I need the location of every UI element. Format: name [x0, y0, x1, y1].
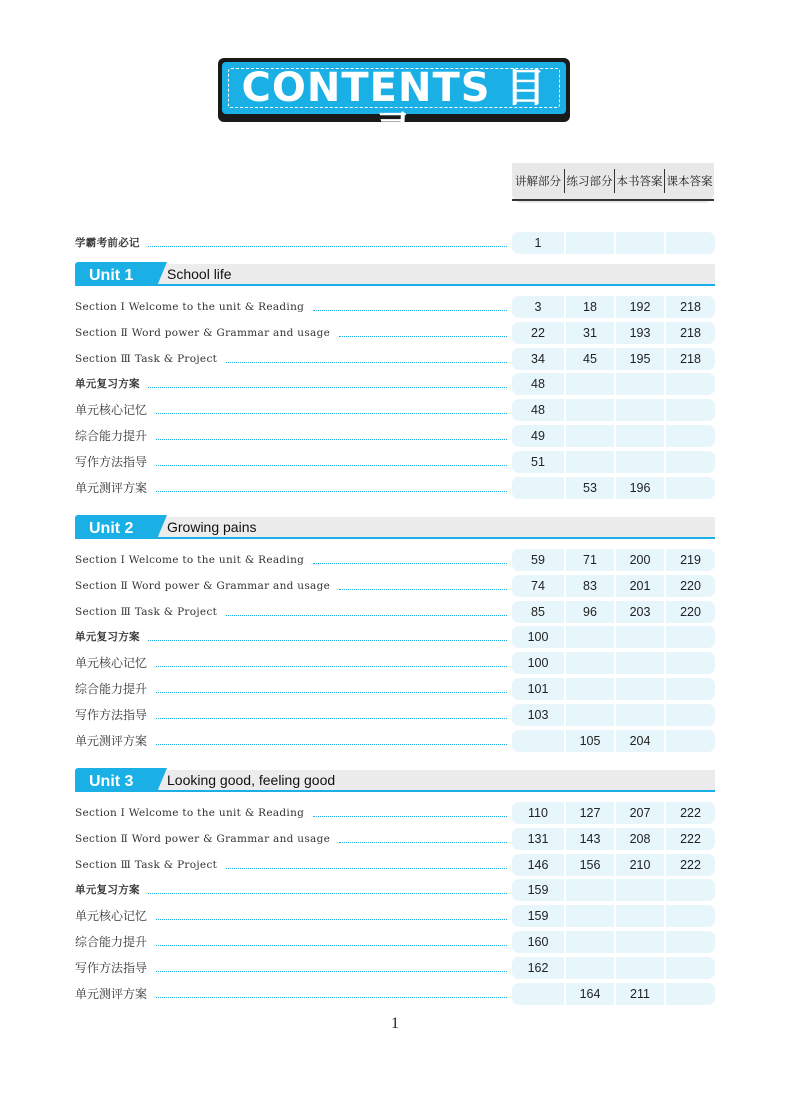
leader-dots [339, 589, 507, 590]
page-number-cell: 103 [527, 707, 549, 722]
toc-row[interactable] [75, 678, 715, 700]
page-cells [512, 730, 715, 752]
page-number-cell [566, 399, 614, 421]
page-number-cell: 200 [629, 553, 651, 567]
toc-row-label: 单元复习方案 [75, 884, 140, 897]
toc-row[interactable] [75, 549, 715, 571]
toc-row-label: 学霸考前必记 [75, 237, 140, 249]
page-number-cell: 100 [527, 656, 549, 671]
leader-dots [156, 919, 507, 920]
toc-row-label: Section Ⅰ Welcome to the unit & Reading [75, 554, 305, 566]
unit-header[interactable] [75, 264, 715, 284]
page-number-cell [666, 425, 715, 447]
page-number-cell: 159 [527, 909, 549, 924]
page-number-cell: 105 [579, 733, 601, 748]
page-number-cell: 59 [531, 553, 545, 567]
page-number-cell [566, 451, 614, 473]
page-cells [512, 704, 715, 726]
toc-row[interactable] [75, 730, 715, 752]
page-number-cell: 53 [583, 480, 597, 495]
toc-row[interactable] [75, 802, 715, 824]
page-number-cell: 110 [528, 806, 548, 820]
leader-dots [156, 971, 507, 972]
page-number-cell [666, 232, 715, 254]
page-number-cell: 74 [531, 578, 545, 593]
unit-title: Looking good, feeling good [167, 772, 336, 788]
page-cells [512, 232, 715, 254]
page-cells [512, 549, 715, 571]
page-number-cell: 159 [527, 883, 549, 898]
leader-dots [226, 615, 507, 616]
page-number-cell [566, 678, 614, 700]
unit-header-underline [75, 790, 715, 792]
page-number-cell [566, 879, 614, 901]
page-number: 1 [391, 1015, 399, 1032]
page-number-cell [566, 373, 614, 395]
page-number-cell [566, 232, 614, 254]
toc-row-label: 单元核心记忆 [75, 909, 148, 924]
page-cells [512, 854, 715, 876]
page-number-cell: 31 [583, 325, 597, 340]
page-number-cell: 45 [583, 351, 597, 366]
leader-dots [156, 439, 507, 440]
toc-row-label: 单元复习方案 [75, 378, 140, 391]
leader-dots [156, 465, 507, 466]
leader-dots [313, 563, 507, 564]
page-number-cell: 3 [534, 300, 542, 314]
toc-row-label: 综合能力提升 [75, 682, 148, 696]
leader-dots [339, 842, 507, 843]
page-number-cell [616, 232, 664, 254]
page-number-cell [616, 652, 664, 674]
page-number-cell [666, 730, 715, 752]
page-number-cell: 222 [680, 806, 701, 820]
page-number-cell: 131 [527, 831, 549, 846]
unit-number: Unit 1 [89, 267, 134, 284]
toc-row[interactable] [75, 322, 715, 344]
toc-row[interactable] [75, 477, 715, 499]
page-number-cell [616, 879, 664, 901]
page-number-cell: 222 [680, 857, 701, 872]
toc-row[interactable] [75, 348, 715, 370]
page-number-cell [666, 704, 715, 726]
leader-dots [339, 336, 507, 337]
toc-row[interactable] [75, 983, 715, 1005]
column-header-practice: 练习部分 [566, 174, 613, 188]
toc-row[interactable] [75, 828, 715, 850]
page-number-cell: 195 [629, 351, 651, 366]
column-headers [512, 163, 714, 203]
title-banner-inner [222, 62, 566, 155]
page-number-cell: 127 [579, 806, 601, 820]
page-number-cell: 196 [629, 480, 651, 495]
page-number-cell: 96 [583, 604, 597, 619]
leader-dots [148, 640, 507, 641]
page-number-cell [616, 626, 664, 648]
toc-row-label: Section Ⅲ Task & Project [75, 352, 218, 365]
page-cells [512, 652, 715, 674]
leader-dots [148, 246, 507, 247]
page-cells [512, 373, 715, 395]
toc-row-label: 单元测评方案 [75, 986, 148, 1001]
page-number-cell [616, 957, 664, 979]
page-number-cell [566, 626, 614, 648]
toc-row[interactable] [75, 626, 715, 648]
page-number-cell [616, 905, 664, 927]
page-number-cell: 34 [531, 351, 545, 366]
page-number-cell: 143 [579, 831, 601, 846]
leader-dots [156, 413, 507, 414]
page-number-cell: 220 [680, 578, 701, 593]
page-number-cell: 160 [527, 935, 549, 949]
column-header-textbook-answers: 课本答案 [666, 174, 713, 188]
page-number-cell: 192 [629, 300, 651, 314]
page-number-cell [616, 931, 664, 953]
page-cells [512, 905, 715, 927]
page-number-cell: 218 [680, 325, 701, 340]
toc-row[interactable] [75, 575, 715, 597]
page-number-cell: 193 [629, 325, 651, 340]
page-number-cell [566, 905, 614, 927]
toc-row[interactable] [75, 652, 715, 674]
page-cells [512, 296, 715, 318]
page-number-cell [666, 373, 715, 395]
page-number-cell [512, 730, 564, 752]
leader-dots [156, 744, 507, 745]
leader-dots [156, 945, 507, 946]
page-number-cell: 48 [531, 377, 545, 392]
toc-row-label: 单元测评方案 [75, 733, 148, 748]
toc-row[interactable] [75, 451, 715, 473]
page-number-cell: 85 [531, 604, 545, 619]
page-number-cell [666, 957, 715, 979]
page-number-cell [566, 704, 614, 726]
page-number-cell: 48 [531, 403, 545, 418]
toc-row[interactable] [75, 957, 715, 979]
unit-number: Unit 3 [89, 773, 134, 790]
page-number-cell [616, 678, 664, 700]
page-number-cell: 49 [531, 429, 545, 443]
page-cells [512, 802, 715, 824]
toc-row-label: 综合能力提升 [75, 429, 148, 443]
toc-row[interactable] [75, 879, 715, 901]
page-number-cell [566, 652, 614, 674]
page-number-cell: 203 [629, 604, 651, 619]
toc-row-label: 单元核心记忆 [75, 656, 148, 671]
toc-row-label: 写作方法指导 [75, 707, 148, 722]
toc-row-label: Section Ⅱ Word power & Grammar and usage [75, 326, 331, 339]
toc-row[interactable] [75, 425, 715, 447]
page-number-cell: 220 [680, 604, 701, 619]
page-number-cell [666, 626, 715, 648]
unit-header-underline [75, 537, 715, 539]
page-number-cell [616, 704, 664, 726]
page-cells [512, 879, 715, 901]
page-number-cell: 211 [630, 986, 650, 1001]
page-number-cell: 146 [527, 857, 549, 872]
toc-row-label: 写作方法指导 [75, 960, 148, 975]
toc-row[interactable] [75, 399, 715, 421]
page-number-cell: 164 [579, 986, 601, 1001]
toc-row-label: 写作方法指导 [75, 454, 148, 469]
toc-row[interactable] [75, 601, 715, 623]
toc-row-label: 单元核心记忆 [75, 403, 148, 418]
page-cells [512, 322, 715, 344]
page-number-cell: 218 [680, 300, 701, 314]
page-number-cell: 1 [534, 236, 542, 250]
toc-row[interactable] [75, 232, 715, 254]
unit-header-underline [75, 284, 715, 286]
page-cells [512, 575, 715, 597]
page-number-cell: 71 [583, 553, 597, 567]
page-number-cell [512, 983, 564, 1005]
page-number-cell [566, 425, 614, 447]
toc-row[interactable] [75, 373, 715, 395]
page-number-cell: 83 [583, 578, 597, 593]
toc-row-label: Section Ⅰ Welcome to the unit & Reading [75, 301, 305, 313]
page-number-cell [566, 957, 614, 979]
leader-dots [156, 997, 507, 998]
toc-row[interactable] [75, 931, 715, 953]
leader-dots [313, 816, 507, 817]
page-number-cell: 101 [527, 682, 549, 696]
unit-number: Unit 2 [89, 520, 134, 537]
leader-dots [156, 666, 507, 667]
page-number-cell: 218 [680, 351, 701, 366]
toc-row-label: Section Ⅲ Task & Project [75, 605, 218, 618]
leader-dots [313, 310, 507, 311]
page-cells [512, 626, 715, 648]
title-banner [218, 58, 570, 155]
unit-title: Growing pains [167, 519, 257, 535]
leader-dots [156, 718, 507, 719]
toc-row[interactable] [75, 905, 715, 927]
page-cells [512, 931, 715, 953]
page-number-cell: 156 [579, 857, 601, 872]
page-number-cell [666, 905, 715, 927]
leader-dots [148, 387, 507, 388]
column-header-book-answers: 本书答案 [616, 174, 663, 188]
page-number-cell: 210 [629, 857, 651, 872]
page-number-cell [616, 399, 664, 421]
page-number-cell: 22 [531, 325, 545, 340]
toc-row[interactable] [75, 296, 715, 318]
unit-header[interactable] [75, 770, 715, 790]
page-number-cell [616, 373, 664, 395]
page-title: CONTENTS 目录 [241, 65, 547, 155]
toc-row-label: 单元测评方案 [75, 480, 148, 495]
page-cells [512, 957, 715, 979]
page-cells [512, 348, 715, 370]
page-number-cell [666, 399, 715, 421]
toc-row-label: Section Ⅰ Welcome to the unit & Reading [75, 807, 305, 819]
toc-row[interactable] [75, 854, 715, 876]
toc-row-label: 单元复习方案 [75, 631, 140, 644]
column-header-lecture: 讲解部分 [515, 174, 561, 188]
column-header-underline [512, 199, 714, 201]
toc-row-label: Section Ⅱ Word power & Grammar and usage [75, 832, 331, 845]
page-number-cell [616, 451, 664, 473]
leader-dots [226, 868, 507, 869]
page-number-cell [566, 931, 614, 953]
page-number-cell: 100 [527, 630, 549, 645]
page-number-cell [666, 652, 715, 674]
page-cells [512, 477, 715, 499]
unit-title: School life [167, 266, 232, 282]
page-cells [512, 828, 715, 850]
toc-row[interactable] [75, 704, 715, 726]
page-number-cell: 162 [527, 960, 549, 975]
page-number-cell: 222 [680, 831, 701, 846]
page-number-cell [666, 477, 715, 499]
page-number-cell [666, 451, 715, 473]
page-number-cell [666, 678, 715, 700]
page-number-cell [512, 477, 564, 499]
page-number-cell [666, 931, 715, 953]
page-cells [512, 399, 715, 421]
page-cells [512, 425, 715, 447]
toc-row-label: Section Ⅱ Word power & Grammar and usage [75, 579, 331, 592]
page-number-cell: 51 [531, 454, 545, 469]
leader-dots [156, 491, 507, 492]
page-number-cell [666, 983, 715, 1005]
unit-header[interactable] [75, 517, 715, 537]
page-cells [512, 983, 715, 1005]
page-number-cell: 18 [583, 300, 597, 314]
page-number-cell: 201 [629, 578, 651, 593]
leader-dots [226, 362, 507, 363]
page-cells [512, 678, 715, 700]
page-number-cell: 204 [629, 733, 651, 748]
leader-dots [156, 692, 507, 693]
toc-row-label: Section Ⅲ Task & Project [75, 858, 218, 871]
page-cells [512, 451, 715, 473]
toc-row-label: 综合能力提升 [75, 935, 148, 949]
leader-dots [148, 893, 507, 894]
page-number-cell: 219 [680, 553, 701, 567]
page-number-cell: 207 [629, 806, 651, 820]
page-cells [512, 601, 715, 623]
page-number-cell [666, 879, 715, 901]
page-number-cell: 208 [629, 831, 651, 846]
page-number-cell [616, 425, 664, 447]
